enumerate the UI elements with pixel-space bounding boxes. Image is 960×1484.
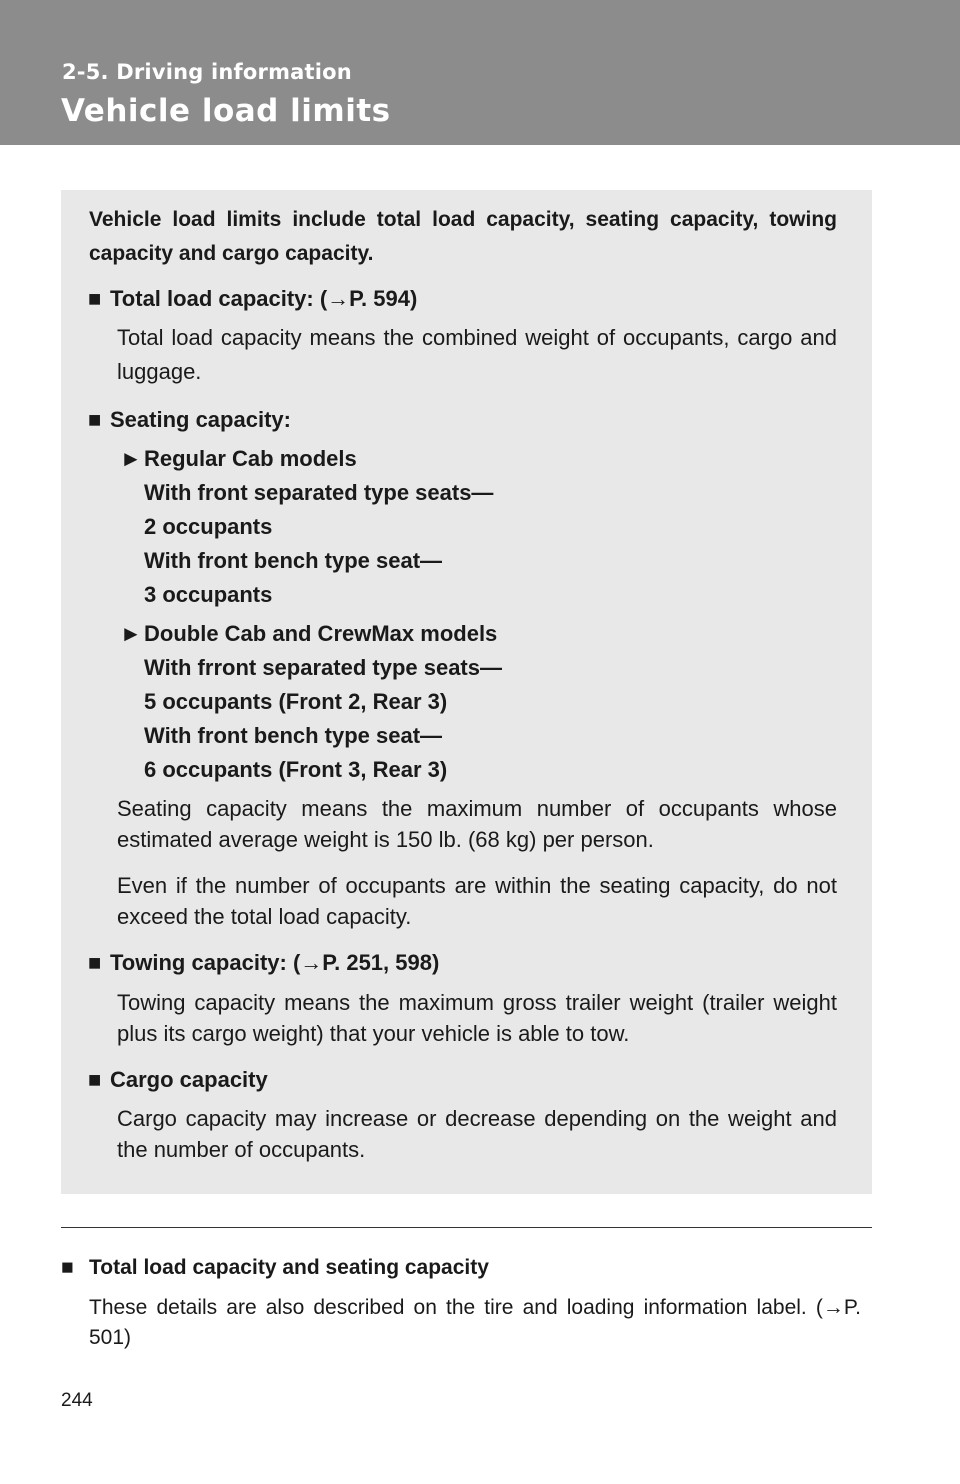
bullet-square-icon: ■: [61, 1256, 74, 1279]
capacity-line: 5 occupants (Front 2, Rear 3): [144, 689, 448, 714]
text-towing: Towing capacity means the maximum gross trailer weight (trailer weight plus its cargo weight) that your vehicle is able to tow.: [117, 990, 837, 1046]
note-text: These details are also described on the tire and loading information label. (→P. 501): [89, 1296, 861, 1349]
heading-total-load-label: Total load capacity: (→P. 594): [110, 286, 418, 311]
text-cargo: Cargo capacity may increase or decrease depending on the weight and the number of occupants.: [117, 1106, 837, 1162]
bullet-square-icon: ■: [88, 407, 102, 432]
page-number: 244: [61, 1390, 93, 1411]
capacity-line: 6 occupants (Front 3, Rear 3): [144, 757, 448, 782]
bullet-square-icon: ■: [88, 1067, 102, 1092]
section-label: 2-5. Driving information: [62, 60, 352, 84]
heading-towing: [88, 950, 439, 976]
text-total-load: Total load capacity means the combined weight of occupants, cargo and luggage.: [117, 325, 837, 384]
note-heading: [61, 1256, 489, 1280]
heading-cargo-label: Cargo capacity: [110, 1067, 268, 1092]
heading-seating: [88, 407, 291, 433]
bullet-square-icon: ■: [88, 286, 102, 311]
capacity-line: With front separated type seats—: [144, 480, 494, 505]
model-double-cab-label: Double Cab and CrewMax models: [144, 621, 498, 646]
capacity-line: With frront separated type seats—: [144, 655, 502, 680]
text-seating-warning: Even if the number of occupants are within the seating capacity, do not exceed the total load capacity.: [117, 873, 837, 929]
arrow-right-icon: ►: [120, 621, 142, 646]
heading-cargo: [88, 1067, 268, 1093]
model-regular-cab-label: Regular Cab models: [144, 446, 357, 471]
chapter-header-band: [0, 0, 960, 145]
model-double-cab: [120, 617, 497, 651]
intro-text: Vehicle load limits include total load capacity, seating capacity, towing capacity and cargo capacity.: [89, 208, 837, 265]
capacity-line: With front bench type seat—: [144, 548, 443, 573]
text-seating-definition: Seating capacity means the maximum number of occupants whose estimated average weight is 150 lb. (68 kg) per person.: [117, 796, 837, 852]
note-heading-label: Total load capacity and seating capacity: [89, 1256, 489, 1279]
capacity-line: 2 occupants: [144, 514, 273, 539]
heading-towing-label: Towing capacity: (→P. 251, 598): [110, 950, 440, 975]
page-title: Vehicle load limits: [61, 93, 391, 129]
capacity-line: 3 occupants: [144, 582, 273, 607]
heading-seating-label: Seating capacity:: [110, 407, 291, 432]
heading-total-load: [88, 286, 417, 312]
divider-rule: [61, 1227, 872, 1228]
model-regular-cab: [120, 442, 357, 476]
capacity-line: With front bench type seat—: [144, 723, 443, 748]
arrow-right-icon: ►: [120, 446, 142, 471]
bullet-square-icon: ■: [88, 950, 102, 975]
